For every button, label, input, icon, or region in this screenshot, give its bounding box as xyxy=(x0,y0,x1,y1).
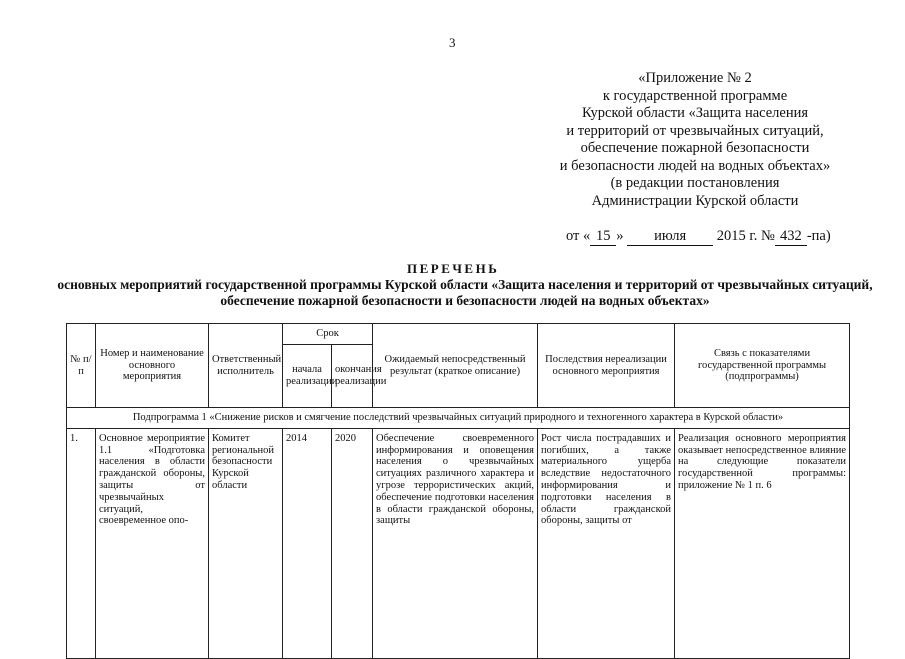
row-start xyxy=(283,428,332,658)
header-name: Номер и наименование основного мероприятия xyxy=(96,324,209,408)
activities-table xyxy=(66,323,850,659)
appendix-line: (в редакции постановления xyxy=(610,175,780,191)
row-expected-text: Обеспечение своевременного информирования и оповещения населения о чрезвычайных ситуациях различного характера и угрозе террористических акций, обеспечение подготовки населения в области гражданской обороны, защиты xyxy=(376,432,535,527)
appendix-line: и безопасности людей на водных объектах» xyxy=(559,157,831,174)
row-name xyxy=(96,428,209,658)
subprogram-title: Подпрограмма 1 «Снижение рисков и смягчение последствий чрезвычайных ситуаций природного и техногенного характера в Курской области» xyxy=(67,408,850,429)
appendix-line: Курской области «Защита населения xyxy=(581,105,809,121)
header-consequences: Последствия нереализации основного мероприятия xyxy=(538,324,675,408)
header-link: Связь с показателями государственной программы (подпрограммы) xyxy=(675,324,850,408)
page-number: 3 xyxy=(449,35,456,50)
appendix-heading xyxy=(540,70,850,210)
row-end-text: 2020 xyxy=(335,432,356,444)
row-start-text: 2014 xyxy=(286,432,307,444)
decree-suffix: -па) xyxy=(806,228,831,244)
decree-reference xyxy=(566,228,831,246)
header-start: начала реализации xyxy=(283,345,332,408)
row-consequences-text: Рост числа пострадавших и погибших, а также материального ущерба вследствие недостаточного информирования и подготовки населения в области гражданской обороны, защиты от xyxy=(541,432,672,527)
row-num xyxy=(67,428,96,658)
appendix-line: «Приложение № 2 xyxy=(638,70,752,86)
document-subtitle: основных мероприятий государственной программы Курской области «Защита населения и территорий от чрезвычайных ситуаций, обеспечение пожарной безопасности и безопасности людей на водных объектах» xyxy=(57,277,873,308)
row-responsible-text: Комитет региональной безопасности Курской области xyxy=(212,432,274,491)
header-end: окончания реализации xyxy=(332,345,373,408)
row-responsible xyxy=(209,428,283,658)
decree-year: 2015 г. № xyxy=(716,228,775,244)
row-link xyxy=(675,428,850,658)
decree-month: июля xyxy=(627,228,713,246)
document-title: ПЕРЕЧЕНЬ xyxy=(407,261,500,276)
header-row xyxy=(67,324,850,345)
decree-prefix: от « xyxy=(566,228,591,244)
row-num-text: 1. xyxy=(70,432,78,444)
header-expected: Ожидаемый непосредственный результат (краткое описание) xyxy=(373,324,538,408)
row-expected xyxy=(373,428,538,658)
subprogram-row xyxy=(67,408,850,429)
decree-number: 432 xyxy=(775,228,807,246)
appendix-line: к государственной программе xyxy=(602,87,788,104)
appendix-line: Администрации Курской области xyxy=(591,192,799,209)
row-end xyxy=(332,428,373,658)
decree-day: 15 xyxy=(590,228,616,246)
header-num: № п/п xyxy=(67,324,96,408)
appendix-line: и территорий от чрезвычайных ситуаций, xyxy=(566,122,824,139)
header-term: Срок xyxy=(283,324,373,345)
row-consequences xyxy=(538,428,675,658)
appendix-line: обеспечение пожарной безопасности xyxy=(580,140,810,156)
header-responsible: Ответственный исполнитель xyxy=(209,324,283,408)
row-name-text: Основное мероприятие 1.1 «Подготовка населения в области гражданской обороны, защиты от чрезвычайных ситуаций, своевременное опо- xyxy=(99,432,205,527)
table-row xyxy=(67,428,850,658)
row-link-text: Реализация основного мероприятия оказывает непосредственное влияние на следующие показатели государственной программы: приложение № 1 п. 6 xyxy=(678,432,847,491)
decree-quote-close: » xyxy=(616,228,624,244)
